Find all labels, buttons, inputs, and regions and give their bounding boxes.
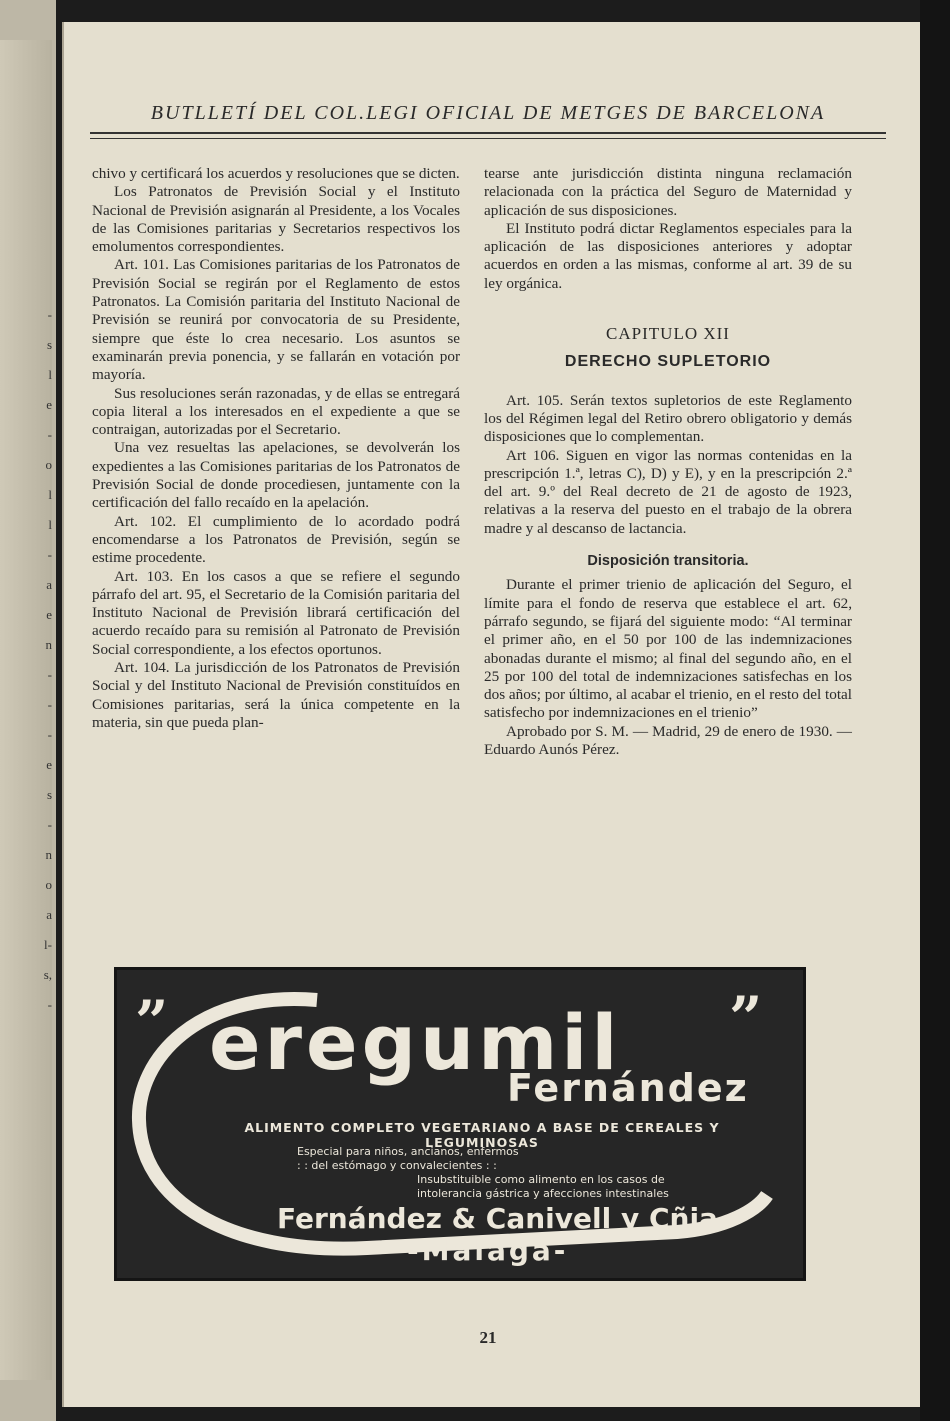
scanner-background: [920, 0, 950, 1421]
paragraph: Los Patronatos de Previsión Social y el Instituto Nacional de Previsión asignarán al Presidente, a los Vocales de las Comisiones paritarias y Secretarios respectivos los emolumentos correspondientes.: [92, 183, 460, 256]
page-number: 21: [479, 1328, 497, 1347]
margin-letter: e: [46, 757, 52, 772]
paragraph: El Instituto podrá dictar Reglamentos especiales para la aplicación de las disposiciones anteriores y adoptar acuerdos en orden a las mismas, conforme al art. 39 de su ley orgánica.: [484, 219, 852, 292]
margin-letter: -: [47, 997, 52, 1012]
chapter-heading: CAPITULO XII: [606, 324, 730, 344]
advertisement: [114, 967, 806, 1281]
margin-letter: a: [46, 907, 52, 922]
margin-letter: l-: [44, 937, 52, 952]
margin-letter: n: [45, 637, 52, 652]
brand-name: eregumil: [209, 998, 622, 1087]
brand-maker: Fernández: [507, 1066, 749, 1110]
quote-close-mark: ”: [729, 984, 763, 1052]
margin-letter: s: [46, 337, 52, 352]
previous-page-margin-letters: [34, 300, 52, 1020]
margin-letter: s,: [43, 967, 52, 982]
ad-line: Insubstituible como alimento en los casos de: [417, 1173, 665, 1186]
ad-description: [297, 1145, 519, 1173]
ad-line: Especial para niños, ancianos, enfermos: [297, 1145, 519, 1158]
margin-letter: -: [47, 547, 52, 562]
paragraph: Art. 102. El cumplimiento de lo acordado podrá encomendarse a los Patronatos de Previsión, según se estime procedente.: [92, 512, 460, 567]
margin-letter: -: [47, 427, 52, 442]
margin-letter: n: [45, 847, 52, 862]
paragraph: Sus resoluciones serán razonadas, y de ellas se entregará copia literal a los interesados en el expediente a que se contraigan, autorizadas por el Secretario.: [92, 384, 460, 439]
margin-letter: l: [48, 517, 52, 532]
quote-open-mark: ”: [135, 988, 169, 1056]
paragraph: Durante el primer trienio de aplicación del Seguro, el límite para el fondo de reserva que establece el art. 62, párrafo segundo, se fijará del siguiente modo: “Al terminar el primer año, en el 50 por 100 de las indemnizaciones abonadas durante el mismo; al final del segundo año, en el 25 por 100 del total de indemnizaciones satisfechas en los dos años; por último, al acabar el trienio, en el resto del total satisfecho por indemnizaciones en el trienio”: [484, 576, 852, 722]
margin-letter: -: [47, 727, 52, 742]
margin-letter: e: [46, 397, 52, 412]
margin-letter: o: [45, 877, 52, 892]
ad-city: -Málaga-: [407, 1234, 569, 1267]
margin-letter: l: [48, 367, 52, 382]
page-header: BUTLLETÍ DEL COL.LEGI OFICIAL DE METGES DE BARCELONA: [150, 102, 826, 124]
ad-company: Fernández & Canivell y Cñia: [277, 1202, 718, 1235]
paragraph: Art. 104. La jurisdicción de los Patronatos de Previsión Social y del Instituto Nacional de Previsión constituídos en Comisiones paritarias, será la única competente en la materia, sin que pueda plan-: [92, 659, 460, 731]
margin-letter: l: [48, 487, 52, 502]
paragraph: Art 106. Siguen en vigor las normas contenidas en la prescripción 1.ª, letras C), D) y E), y en la prescripción 2.ª del art. 9.º del Real decreto de 21 de agosto de 1923, relativas a la reserva del puesto en el trabajo de la obrera madre y al descanso de lactancia.: [484, 446, 852, 537]
ad-line: : : del estómago y convalecientes : :: [297, 1159, 497, 1172]
margin-letter: s: [46, 787, 52, 802]
paragraph: tearse ante jurisdicción distinta ninguna reclamación relacionada con la práctica del Seguro de Maternidad y aplicación de sus disposiciones.: [484, 165, 852, 219]
margin-letter: a: [46, 577, 52, 592]
journal-page: [62, 22, 922, 1407]
paragraph: Aprobado por S. M. — Madrid, 29 de enero de 1930. — Eduardo Aunós Pérez.: [484, 722, 852, 759]
margin-letter: -: [47, 667, 52, 682]
margin-letter: -: [47, 817, 52, 832]
chapter-title: DERECHO SUPLETORIO: [564, 353, 772, 371]
ad-tagline: ALIMENTO COMPLETO VEGETARIANO A BASE DE CEREALES Y LEGUMINOSAS: [244, 1120, 720, 1150]
margin-letter: o: [45, 457, 52, 472]
paragraph: Art. 101. Las Comisiones paritarias de los Patronatos de Previsión Social se regirán por el Reglamento de estos Patronatos. La Comisión paritaria del Instituto Nacional de Previsión se reunirá por convocatoria de su Presidente, siempre que éste lo crea necesario. Los asuntos se examinarán previa ponencia, y se fallarán en votación por mayoría.: [92, 256, 460, 384]
paragraph: Art. 103. En los casos a que se refiere el segundo párrafo del art. 95, el Secretario de la Comisión paritaria del Instituto Nacional de Previsión librará certificación del acuerdo recaído para su remisión al Patronato de Previsión Social correspondiente, a los efectos oportunos.: [92, 567, 460, 658]
left-text-column: [92, 165, 460, 732]
right-text-column: [484, 165, 852, 759]
section-heading: Disposición transitoria.: [587, 553, 749, 570]
paragraph: chivo y certificará los acuerdos y resoluciones que se dicten.: [92, 165, 460, 182]
header-rule: [90, 132, 886, 139]
ad-description-2: [417, 1173, 669, 1201]
ad-line: intolerancia gástrica y afecciones intestinales: [417, 1187, 669, 1200]
margin-letter: e: [46, 607, 52, 622]
margin-letter: -: [47, 697, 52, 712]
paragraph: Una vez resueltas las apelaciones, se devolverán los expedientes a las Comisiones paritarias de los Patronatos de Previsión Social de donde procediesen, juntamente con la certificación del fallo recaído en la apelación.: [92, 439, 460, 512]
paragraph: Art. 105. Serán textos supletorios de este Reglamento los del Régimen legal del Retiro obrero obligatorio y demás disposiciones que lo complementan.: [484, 391, 852, 446]
margin-letter: -: [47, 307, 52, 322]
previous-page-edge: [0, 0, 56, 1421]
